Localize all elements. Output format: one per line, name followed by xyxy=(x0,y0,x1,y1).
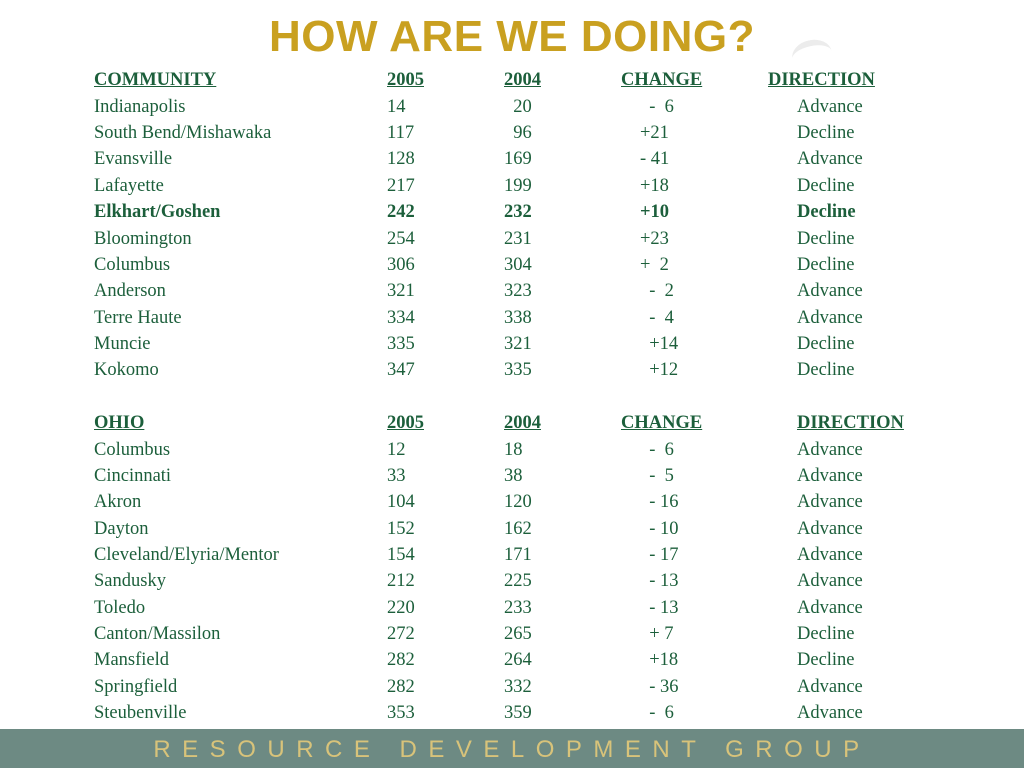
ohio-header-row xyxy=(0,413,1024,439)
rank-2004: 233 xyxy=(504,598,532,618)
table-row xyxy=(0,281,1024,307)
table-row xyxy=(0,571,1024,597)
table-row xyxy=(0,519,1024,545)
community-name: Sandusky xyxy=(94,571,166,591)
rank-change: - 6 xyxy=(640,440,674,460)
rank-change: +21 xyxy=(640,123,669,143)
rank-2004: 162 xyxy=(504,519,532,539)
rank-change: +23 xyxy=(640,229,669,249)
rank-2004: 264 xyxy=(504,650,532,670)
rank-2005: 335 xyxy=(387,334,415,354)
community-name: Bloomington xyxy=(94,229,192,249)
table-row xyxy=(0,255,1024,281)
rank-change: - 41 xyxy=(640,149,670,169)
rank-2005: 220 xyxy=(387,598,415,618)
header-direction: DIRECTION xyxy=(797,413,904,433)
indiana-header-row xyxy=(0,70,1024,96)
rank-2004: 38 xyxy=(504,466,523,486)
rank-2004: 359 xyxy=(504,703,532,723)
community-name: Evansville xyxy=(94,149,173,169)
community-name: Canton/Massilon xyxy=(94,624,221,644)
rank-change: - 6 xyxy=(640,703,674,723)
table-row xyxy=(0,703,1024,729)
table-row xyxy=(0,598,1024,624)
rank-change: +18 xyxy=(640,176,669,196)
direction: Advance xyxy=(797,598,863,618)
footer-bar xyxy=(0,729,1024,768)
header-ohio: OHIO xyxy=(94,413,145,433)
rank-2005: 33 xyxy=(387,466,406,486)
community-name: Akron xyxy=(94,492,142,512)
header-2005: 2005 xyxy=(387,70,424,90)
direction: Advance xyxy=(797,440,863,460)
community-name: Kokomo xyxy=(94,360,159,380)
table-row xyxy=(0,97,1024,123)
community-name: Dayton xyxy=(94,519,149,539)
rank-change: +18 xyxy=(640,650,679,670)
community-name: South Bend/Mishawaka xyxy=(94,123,272,143)
community-name: Elkhart/Goshen xyxy=(94,202,221,222)
community-name: Muncie xyxy=(94,334,151,354)
community-name: Indianapolis xyxy=(94,97,186,117)
table-row xyxy=(0,360,1024,386)
direction: Decline xyxy=(797,176,855,196)
rank-2004: 231 xyxy=(504,229,532,249)
header-2004: 2004 xyxy=(504,413,541,433)
rank-2004: 304 xyxy=(504,255,532,275)
table-row xyxy=(0,492,1024,518)
community-name: Mansfield xyxy=(94,650,170,670)
header-change: CHANGE xyxy=(621,413,703,433)
direction: Decline xyxy=(797,202,856,222)
rank-change: - 17 xyxy=(640,545,679,565)
rank-2004: 171 xyxy=(504,545,532,565)
table-row xyxy=(0,650,1024,676)
community-name: Lafayette xyxy=(94,176,164,196)
table-row xyxy=(0,466,1024,492)
community-name: Anderson xyxy=(94,281,166,301)
rank-2004: 321 xyxy=(504,334,532,354)
community-name: Columbus xyxy=(94,440,171,460)
rank-2004: 96 xyxy=(504,123,532,143)
rank-change: - 36 xyxy=(640,677,679,697)
page-title: HOW ARE WE DOING? xyxy=(269,12,755,61)
community-name: Toledo xyxy=(94,598,146,618)
direction: Advance xyxy=(797,466,863,486)
direction: Advance xyxy=(797,703,863,723)
rank-2005: 334 xyxy=(387,308,415,328)
rank-2004: 232 xyxy=(504,202,532,222)
community-name: Cleveland/Elyria/Mentor xyxy=(94,545,279,565)
footer-brand: RESOURCE DEVELOPMENT GROUP xyxy=(153,736,871,763)
direction: Decline xyxy=(797,255,855,275)
rank-change: - 4 xyxy=(640,308,674,328)
rank-2005: 104 xyxy=(387,492,415,512)
rank-change: - 2 xyxy=(640,281,674,301)
rank-2005: 14 xyxy=(387,97,406,117)
direction: Advance xyxy=(797,677,863,697)
rank-2005: 282 xyxy=(387,677,415,697)
direction: Decline xyxy=(797,229,855,249)
direction: Advance xyxy=(797,149,863,169)
rank-2005: 117 xyxy=(387,123,415,143)
direction: Advance xyxy=(797,97,863,117)
rank-2004: 323 xyxy=(504,281,532,301)
rank-2005: 321 xyxy=(387,281,415,301)
rank-2005: 306 xyxy=(387,255,415,275)
rank-2004: 332 xyxy=(504,677,532,697)
rank-2004: 335 xyxy=(504,360,532,380)
direction: Decline xyxy=(797,334,855,354)
rank-2004: 265 xyxy=(504,624,532,644)
header-change: CHANGE xyxy=(621,70,703,90)
header-direction: DIRECTION xyxy=(768,70,875,90)
rank-change: +14 xyxy=(640,334,679,354)
direction: Advance xyxy=(797,281,863,301)
direction: Decline xyxy=(797,360,855,380)
table-row xyxy=(0,677,1024,703)
rank-2005: 152 xyxy=(387,519,415,539)
table-row xyxy=(0,334,1024,360)
community-name: Steubenville xyxy=(94,703,187,723)
rank-change: + 7 xyxy=(640,624,674,644)
rank-2005: 128 xyxy=(387,149,415,169)
header-community: COMMUNITY xyxy=(94,70,217,90)
rank-2004: 225 xyxy=(504,571,532,591)
header-2004: 2004 xyxy=(504,70,541,90)
community-name: Cincinnati xyxy=(94,466,172,486)
community-name: Springfield xyxy=(94,677,178,697)
direction: Advance xyxy=(797,545,863,565)
direction: Advance xyxy=(797,571,863,591)
rank-2005: 282 xyxy=(387,650,415,670)
table-row xyxy=(0,624,1024,650)
table-row-highlighted xyxy=(0,202,1024,228)
direction: Decline xyxy=(797,650,855,670)
table-row xyxy=(0,440,1024,466)
rank-2005: 353 xyxy=(387,703,415,723)
table-row xyxy=(0,308,1024,334)
rank-change: + 2 xyxy=(640,255,669,275)
rank-2004: 20 xyxy=(504,97,532,117)
direction: Advance xyxy=(797,492,863,512)
community-name: Terre Haute xyxy=(94,308,182,328)
table-row xyxy=(0,229,1024,255)
rank-2004: 18 xyxy=(504,440,523,460)
table-row xyxy=(0,149,1024,175)
community-name: Columbus xyxy=(94,255,171,275)
rank-2005: 154 xyxy=(387,545,415,565)
rank-2005: 347 xyxy=(387,360,415,380)
direction: Advance xyxy=(797,308,863,328)
rank-2004: 120 xyxy=(504,492,532,512)
direction: Decline xyxy=(797,123,855,143)
rank-2005: 212 xyxy=(387,571,415,591)
rank-2005: 254 xyxy=(387,229,415,249)
rank-change: - 5 xyxy=(640,466,674,486)
rank-2004: 338 xyxy=(504,308,532,328)
rank-2005: 12 xyxy=(387,440,406,460)
rank-change: - 13 xyxy=(640,598,679,618)
rank-change: - 16 xyxy=(640,492,679,512)
table-row xyxy=(0,545,1024,571)
header-2005: 2005 xyxy=(387,413,424,433)
rank-change: +10 xyxy=(640,202,670,222)
rank-change: - 10 xyxy=(640,519,679,539)
rank-2005: 272 xyxy=(387,624,415,644)
direction: Advance xyxy=(797,519,863,539)
table-row xyxy=(0,176,1024,202)
table-row xyxy=(0,123,1024,149)
direction: Decline xyxy=(797,624,855,644)
rank-change: +12 xyxy=(640,360,679,380)
rank-change: - 6 xyxy=(640,97,674,117)
rank-2005: 242 xyxy=(387,202,415,222)
rank-2005: 217 xyxy=(387,176,415,196)
rank-2004: 169 xyxy=(504,149,532,169)
rank-change: - 13 xyxy=(640,571,679,591)
rank-2004: 199 xyxy=(504,176,532,196)
